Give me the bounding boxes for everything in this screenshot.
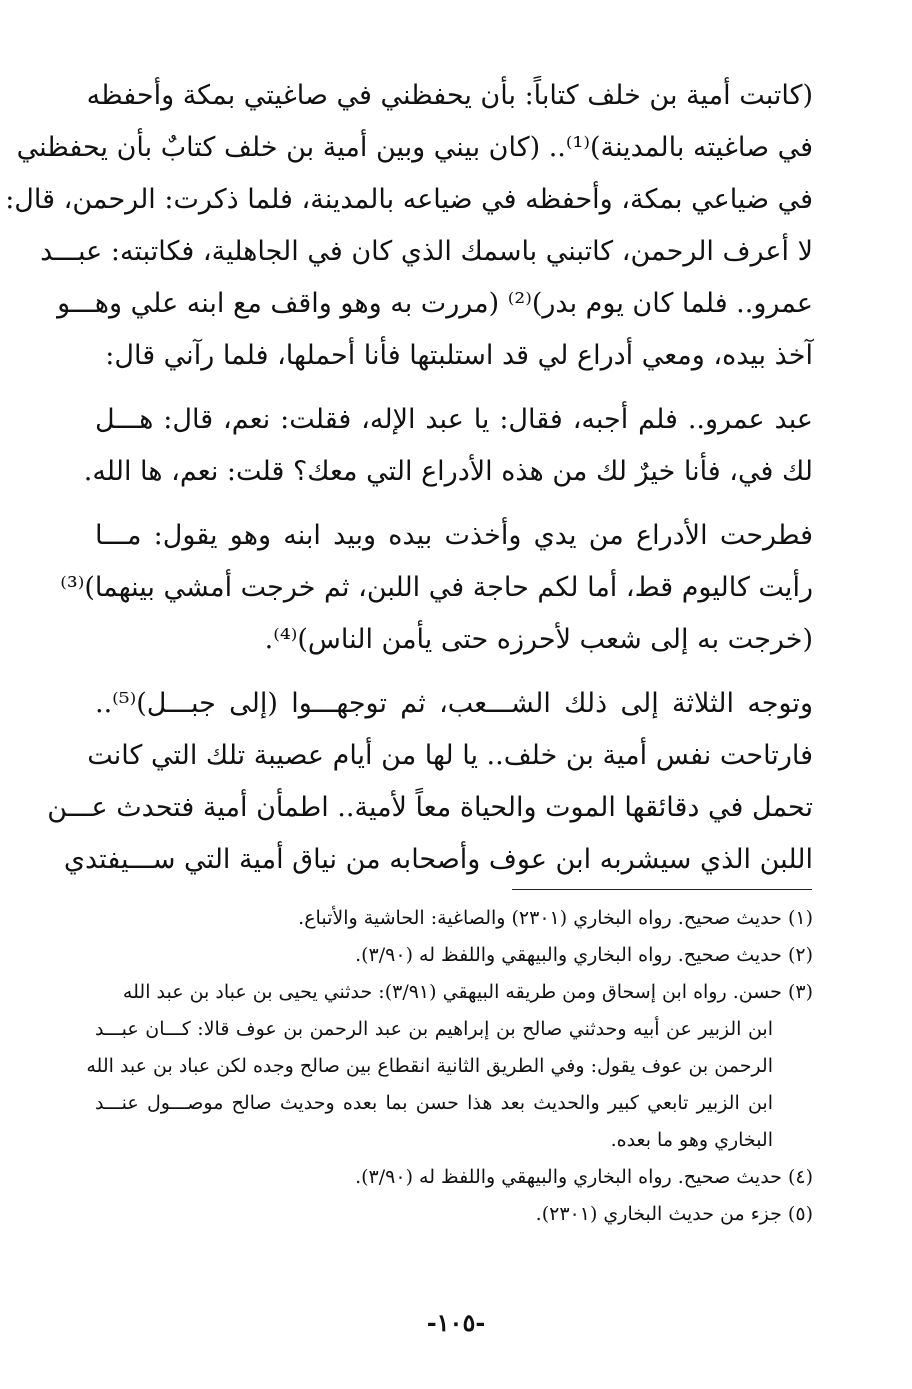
text-line: اللبن الذي سيشربه ابن عوف وأصحابه من نياق أمية التي ســـيفتدي: [63, 844, 813, 875]
paragraph: [47, 678, 813, 886]
text-line: لا أعرف الرحمن، كاتبني باسمك الذي كان في الجاهلية، فكاتبته: عبـــد: [40, 236, 813, 267]
paragraph-gap: [95, 382, 813, 394]
footnote: (٣) حسن. رواه ابن إسحاق ومن طريقه البيهقي (٣/٩١): حدثني يحيى بن عباد بن عبد الله: [122, 981, 813, 1003]
paragraph: [60, 510, 813, 666]
text-line: عمرو.. فلما كان يوم بدر)⁽²⁾ (مررت به وهو واقف مع ابنه علي وهـــو: [57, 288, 813, 319]
text-line: تحمل في دقائقها الموت والحياة معاً لأمية.. اطمأن أمية فتحدث عـــن: [47, 792, 813, 823]
page-number: -١٠٥-: [426, 1308, 486, 1337]
text-line: عبد عمرو.. فلم أجبه، فقال: يا عبد الإله، فقلت: نعم، قال: هـــل: [95, 404, 813, 435]
footnote-continuation: الرحمن بن عوف يقول: وفي الطريق الثانية انقطاع بين صالح وجده لكن عباد بن عبد الله: [86, 1055, 773, 1077]
text-line: آخذ بيده، ومعي أدراع لي قد استلبتها فأنا أحملها، فلما رآني قال:: [105, 340, 813, 371]
text-line: لك في، فأنا خيرٌ لك من هذه الأدراع التي معك؟ قلت: نعم، ها الله.: [83, 456, 813, 487]
footnote: (١) حديث صحيح. رواه البخاري (٢٣٠١) والصاغية: الحاشية والأتباع.: [298, 907, 813, 929]
footnotes: [86, 900, 813, 1233]
footnote-separator: [512, 889, 812, 890]
footnote-continuation: ابن الزبير عن أبيه وحدثني صالح بن إبراهيم بن عبد الرحمن بن عوف قالا: كـــان عبـــد: [95, 1018, 773, 1040]
text-line: وتوجه الثلاثة إلى ذلك الشـــعب، ثم توجهـــوا (إلى جبـــل)⁽⁵⁾..: [95, 688, 813, 719]
paragraph: [5, 70, 813, 382]
footnote-continuation: ابن الزبير تابعي كبير والحديث بعد هذا حسن بما بعده وحديث صالح موصـــول عنـــد: [95, 1092, 773, 1114]
text-line: (خرجت به إلى شعب لأحرزه حتى يأمن الناس)⁽⁴⁾.: [264, 624, 813, 655]
paragraph: [83, 394, 813, 498]
text-line: في صاغيته بالمدينة)⁽¹⁾.. (كان بيني وبين أمية بن خلف كتابٌ بأن يحفظني: [16, 132, 813, 163]
text-line: (كاتبت أمية بن خلف كتاباً: بأن يحفظني في صاغيتي بمكة وأحفظه: [86, 80, 813, 111]
paragraph-gap: [95, 666, 813, 678]
footnote-continuation: البخاري وهو ما بعده.: [610, 1129, 773, 1151]
main-text: [5, 70, 813, 886]
footnote: (٤) حديث صحيح. رواه البخاري والبيهقي واللفظ له (٣/٩٠).: [355, 1166, 813, 1188]
footnote: (٢) حديث صحيح. رواه البخاري والبيهقي واللفظ له (٣/٩٠).: [355, 944, 813, 966]
paragraph-gap: [95, 498, 813, 510]
text-line: في ضياعي بمكة، وأحفظه في ضياعه بالمدينة، فلما ذكرت: الرحمن، قال:: [5, 184, 813, 215]
footnote: (٥) جزء من حديث البخاري (٢٣٠١).: [535, 1203, 813, 1225]
text-line: رأيت كاليوم قط، أما لكم حاجة في اللبن، ثم خرجت أمشي بينهما)⁽³⁾: [60, 572, 813, 603]
text-line: فارتاحت نفس أمية بن خلف.. يا لها من أيام عصيبة تلك التي كانت: [87, 740, 813, 771]
text-line: فطرحت الأدراع من يدي وأخذت بيده وبيد ابنه وهو يقول: مـــا: [95, 520, 813, 551]
